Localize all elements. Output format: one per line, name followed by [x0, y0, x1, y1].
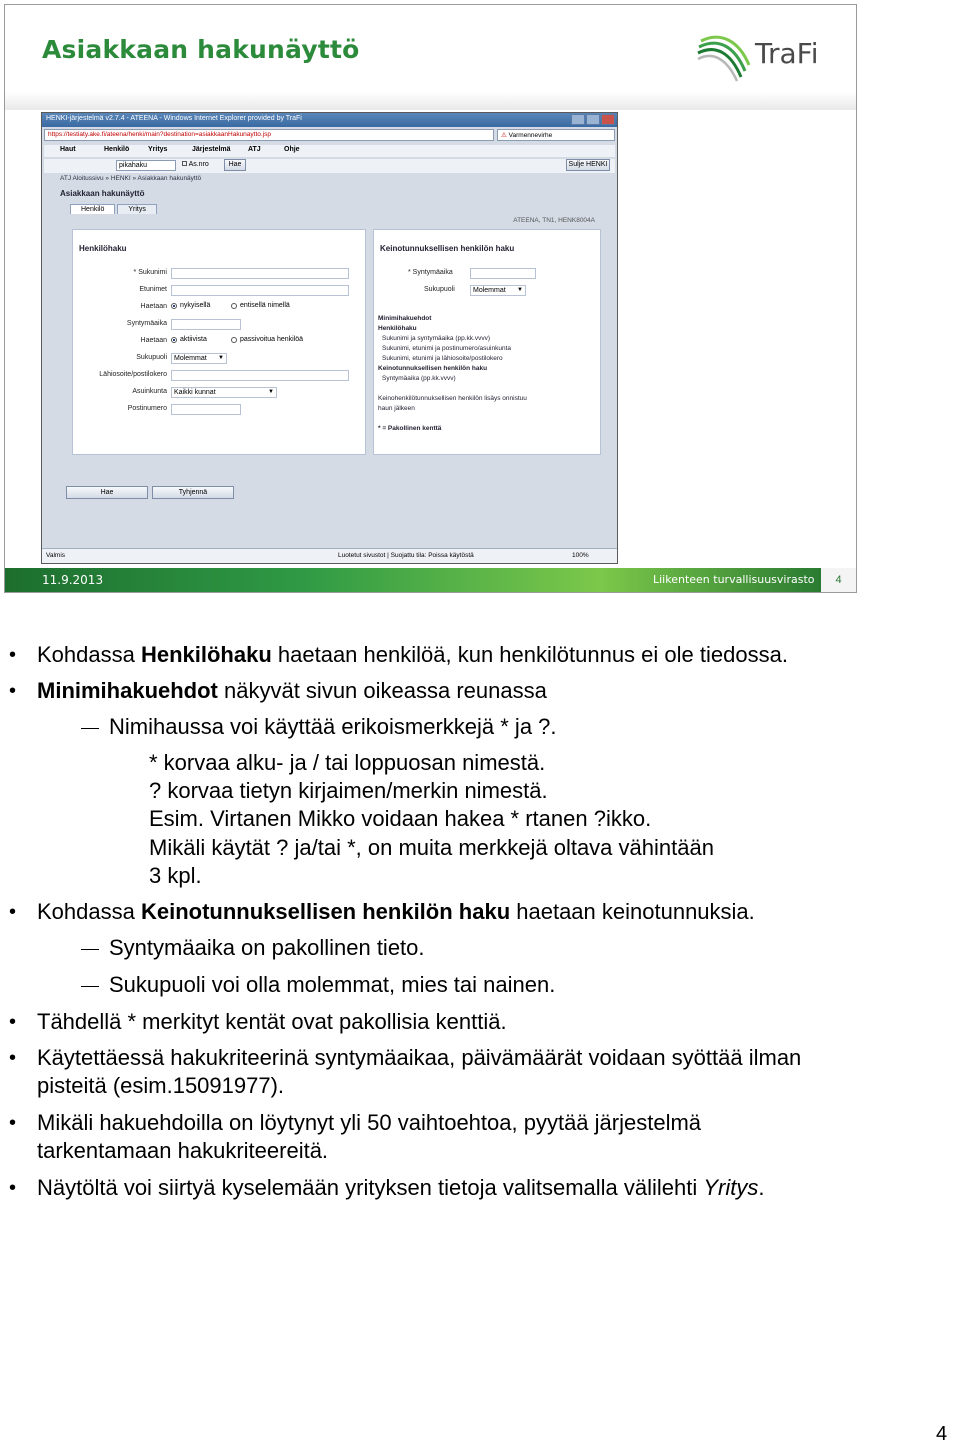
help-line: Henkilöhaku	[378, 325, 417, 332]
menu-atj[interactable]: ATJ	[248, 146, 261, 153]
title-divider	[5, 92, 856, 110]
search-button[interactable]: Hae	[66, 486, 148, 499]
r-syntymaaika-input[interactable]	[470, 268, 536, 279]
browser-statusbar	[42, 548, 617, 563]
row-postinumero	[73, 404, 367, 416]
row-syntymaaika	[73, 319, 367, 331]
b7-post: .	[758, 1175, 765, 1200]
radio-passivoitua[interactable]	[231, 336, 303, 343]
henkilohaku-panel	[72, 229, 366, 455]
row-sukunimi	[73, 268, 367, 280]
lahiosoite-input[interactable]	[171, 370, 349, 381]
close-henki-button[interactable]: Sulje HENKI	[566, 159, 610, 171]
slide-title: Asiakkaan hakunäyttö	[42, 35, 360, 64]
clear-button[interactable]: Tyhjennä	[152, 486, 234, 499]
zoom-level[interactable]: 100%	[572, 552, 589, 559]
help-spacer	[378, 414, 598, 424]
help-line: Keinotunnuksellisen henkilön haku	[378, 365, 488, 372]
label-r-sukupuoli: Sukupuoli	[424, 286, 455, 293]
bullet-keinotunnus	[37, 899, 755, 925]
minimize-icon[interactable]	[571, 114, 585, 125]
as-nro-label: As.nro	[188, 161, 209, 168]
sub-bullet-sukupuoli: Sukupuoli voi olla molemmat, mies tai nainen.	[109, 972, 556, 997]
bullet-paivamaarat-2: pisteitä (esim.15091977).	[37, 1073, 285, 1098]
sub-bullet-nimihaku: Nimihaussa voi käyttää erikoismerkkejä * ja ?.	[109, 714, 557, 739]
sukupuoli-value: Molemmat	[174, 355, 207, 362]
quick-search-button[interactable]: Hae	[224, 159, 246, 171]
b3-bold: Keinotunnuksellisen henkilön haku	[140, 899, 511, 924]
row-sukupuoli	[73, 353, 367, 365]
radio-nykyisella[interactable]	[171, 302, 210, 309]
radio-nykyisella-label: nykyisellä	[180, 302, 211, 309]
footer-organization: Liikenteen turvallisuusvirasto	[653, 573, 815, 586]
session-info: ATEENA, TN1, HENK8004A	[513, 217, 595, 224]
help-line: Sukunimi ja syntymäaika (pp.kk.vvvv)	[382, 335, 491, 342]
bullet-dot: •	[9, 644, 17, 666]
window-titlebar: HENKI-järjestelmä v2.7.4 - ATEENA - Windows Internet Explorer provided by TraFi	[42, 113, 617, 127]
trafi-swoosh-icon	[695, 27, 755, 85]
menu-yritys[interactable]: Yritys	[148, 146, 168, 153]
chevron-down-icon: ▼	[268, 389, 274, 395]
row-haetaan-name	[73, 302, 367, 314]
bullet-dot: •	[9, 1112, 17, 1134]
para-line: Esim. Virtanen Mikko voidaan hakea * rtanen ?ikko.	[149, 806, 652, 831]
as-nro-field[interactable]	[182, 161, 209, 168]
asuinkunta-value: Kaikki kunnat	[174, 389, 216, 396]
sukunimi-input[interactable]	[171, 268, 349, 279]
trafi-logo	[695, 27, 835, 87]
label-r-syntymaaika: * Syntymäaika	[408, 269, 453, 276]
b3-pre: Kohdassa	[37, 899, 141, 924]
r-sukupuoli-select[interactable]	[470, 285, 526, 296]
help-line: Keinohenkilötunnuksellisen henkilön lisäys onnistuu	[378, 395, 527, 402]
chevron-down-icon: ▼	[517, 287, 523, 293]
status-text: Valmis	[46, 552, 66, 559]
row-lahiosoite	[73, 370, 367, 382]
help-line: Sukunimi, etunimi ja postinumero/asuinkunta	[382, 345, 511, 352]
sub-bullet-dash	[81, 949, 99, 950]
bullet-minimihakuehdot	[37, 678, 547, 704]
bullet-yli50-2: tarkentamaan hakukriteereitä.	[37, 1138, 329, 1163]
quick-search-input[interactable]: pikahaku	[116, 160, 176, 171]
menu-ohje[interactable]: Ohje	[284, 146, 300, 153]
postinumero-input[interactable]	[171, 404, 241, 415]
help-line: Syntymäaika (pp.kk.vvvv)	[382, 375, 456, 382]
label-postinumero: Postinumero	[127, 405, 167, 412]
b7-pre: Näytöltä voi siirtyä kyselemään yrityksen tietoja valitsemalla välilehti	[37, 1175, 704, 1200]
shield-warning-icon: ⚠	[501, 132, 509, 139]
bullet-henkilohaku	[37, 642, 788, 668]
b7-italic: Yritys	[703, 1175, 759, 1200]
radio-aktiivista[interactable]	[171, 336, 207, 343]
slide-number: 4	[821, 568, 856, 592]
label-lahiosoite: Lähiosoite/postilokero	[99, 371, 167, 378]
label-sukunimi: * Sukunimi	[133, 269, 167, 276]
menu-haut[interactable]: Haut	[60, 146, 76, 153]
sukupuoli-select[interactable]	[171, 353, 227, 364]
sub-bullet-dash	[81, 986, 99, 987]
help-line: Minimihakuehdot	[378, 315, 432, 322]
label-syntymaaika: Syntymäaika	[126, 320, 167, 327]
syntymaaika-input[interactable]	[171, 319, 241, 330]
slide-thumbnail	[4, 4, 857, 593]
label-etunimet: Etunimet	[139, 286, 167, 293]
bullet-dot: •	[9, 1177, 17, 1199]
maximize-icon[interactable]	[586, 114, 600, 125]
bullet-dot: •	[9, 1047, 17, 1069]
app-toolbar	[44, 159, 615, 173]
b1-bold: Henkilöhaku	[140, 642, 272, 667]
menu-jarjestelma[interactable]: Järjestelmä	[192, 146, 231, 153]
label-sukupuoli: Sukupuoli	[136, 354, 167, 361]
label-haetaan-1: Haetaan	[140, 303, 167, 310]
bullet-paivamaarat-1: Käytettäessä hakukriteerinä syntymäaikaa, päivämäärät voidaan syöttää ilman	[37, 1045, 802, 1070]
etunimet-input[interactable]	[171, 285, 349, 296]
minimum-criteria-help	[378, 314, 598, 434]
r-sukupuoli-value: Molemmat	[473, 287, 506, 294]
keinotunnus-panel	[373, 229, 601, 455]
para-line: 3 kpl.	[149, 863, 202, 888]
row-asuinkunta	[73, 387, 367, 399]
security-zone: Luotetut sivustot | Suojattu tila: Poissa käytöstä	[338, 552, 474, 559]
breadcrumb: ATJ Aloitussivu » HENKI » Asiakkaan hakunäyttö	[60, 175, 202, 182]
window-controls	[571, 114, 615, 126]
para-line: * korvaa alku- ja / tai loppuosan nimestä.	[149, 750, 546, 775]
radio-entisella[interactable]	[231, 302, 290, 309]
tab-yritys[interactable]: Yritys	[117, 204, 157, 214]
footer-date: 11.9.2013	[42, 573, 104, 587]
tab-henkilo[interactable]: Henkilö	[70, 204, 115, 214]
asuinkunta-select[interactable]	[171, 387, 277, 398]
sub-bullet-dash	[81, 728, 99, 729]
security-label: Varmennevirhe	[508, 132, 553, 139]
slide-footer	[5, 568, 856, 592]
b2-bold: Minimihakuehdot	[37, 678, 218, 703]
b3-post: haetaan keinotunnuksia.	[510, 899, 755, 924]
bullet-dot: •	[9, 1011, 17, 1033]
address-bar[interactable]: https://testiaty.ake.fi/ateena/henki/main?destination=asiakkaanHakunaytto.jsp	[44, 129, 494, 141]
b2-post: näkyvät sivun oikeassa reunassa	[217, 678, 547, 703]
row-haetaan-status	[73, 336, 367, 348]
help-spacer	[378, 384, 598, 394]
bullet-dot: •	[9, 680, 17, 702]
bullet-yli50-1: Mikäli hakuehdoilla on löytynyt yli 50 vaihtoehtoa, pyytää järjestelmä	[37, 1110, 702, 1135]
sub-bullet-syntymaaika: Syntymäaika on pakollinen tieto.	[109, 935, 425, 960]
row-etunimet	[73, 285, 367, 297]
bullet-pakolliset: Tähdellä * merkityt kentät ovat pakollisia kenttiä.	[37, 1009, 507, 1034]
chevron-down-icon: ▼	[218, 355, 224, 361]
app-menubar	[44, 145, 615, 157]
radio-entisella-label: entisellä nimellä	[240, 302, 290, 309]
logo-text: TraFi	[755, 37, 819, 70]
henkilohaku-title: Henkilöhaku	[79, 244, 127, 253]
help-line: Sukunimi, etunimi ja lähiosoite/postilokero	[382, 355, 503, 362]
menu-henkilo[interactable]: Henkilö	[104, 146, 130, 153]
para-line: Mikäli käytät ? ja/tai *, on muita merkkejä oltava vähintään	[149, 835, 714, 860]
tab-bar	[70, 204, 157, 214]
label-asuinkunta: Asuinkunta	[132, 388, 167, 395]
para-line: ? korvaa tietyn kirjaimen/merkin nimestä.	[149, 778, 548, 803]
radio-aktiivista-label: aktiivista	[180, 336, 207, 343]
help-line: * = Pakollinen kenttä	[378, 425, 442, 432]
bullet-dot: •	[9, 901, 17, 923]
browser-window	[41, 112, 618, 564]
keinotunnus-title: Keinotunnuksellisen henkilön haku	[380, 244, 515, 253]
page-number: 4	[936, 1423, 948, 1444]
label-haetaan-2: Haetaan	[140, 337, 167, 344]
radio-passivoitua-label: passivoitua henkilöä	[240, 336, 304, 343]
b1-post: haetaan henkilöä, kun henkilötunnus ei ole tiedossa.	[271, 642, 788, 667]
security-warning[interactable]	[497, 129, 615, 141]
help-line: haun jälkeen	[378, 405, 415, 412]
bullet-yritys	[37, 1175, 765, 1201]
b1-pre: Kohdassa	[37, 642, 141, 667]
close-icon[interactable]	[601, 114, 615, 125]
page-title: Asiakkaan hakunäyttö	[60, 189, 145, 198]
